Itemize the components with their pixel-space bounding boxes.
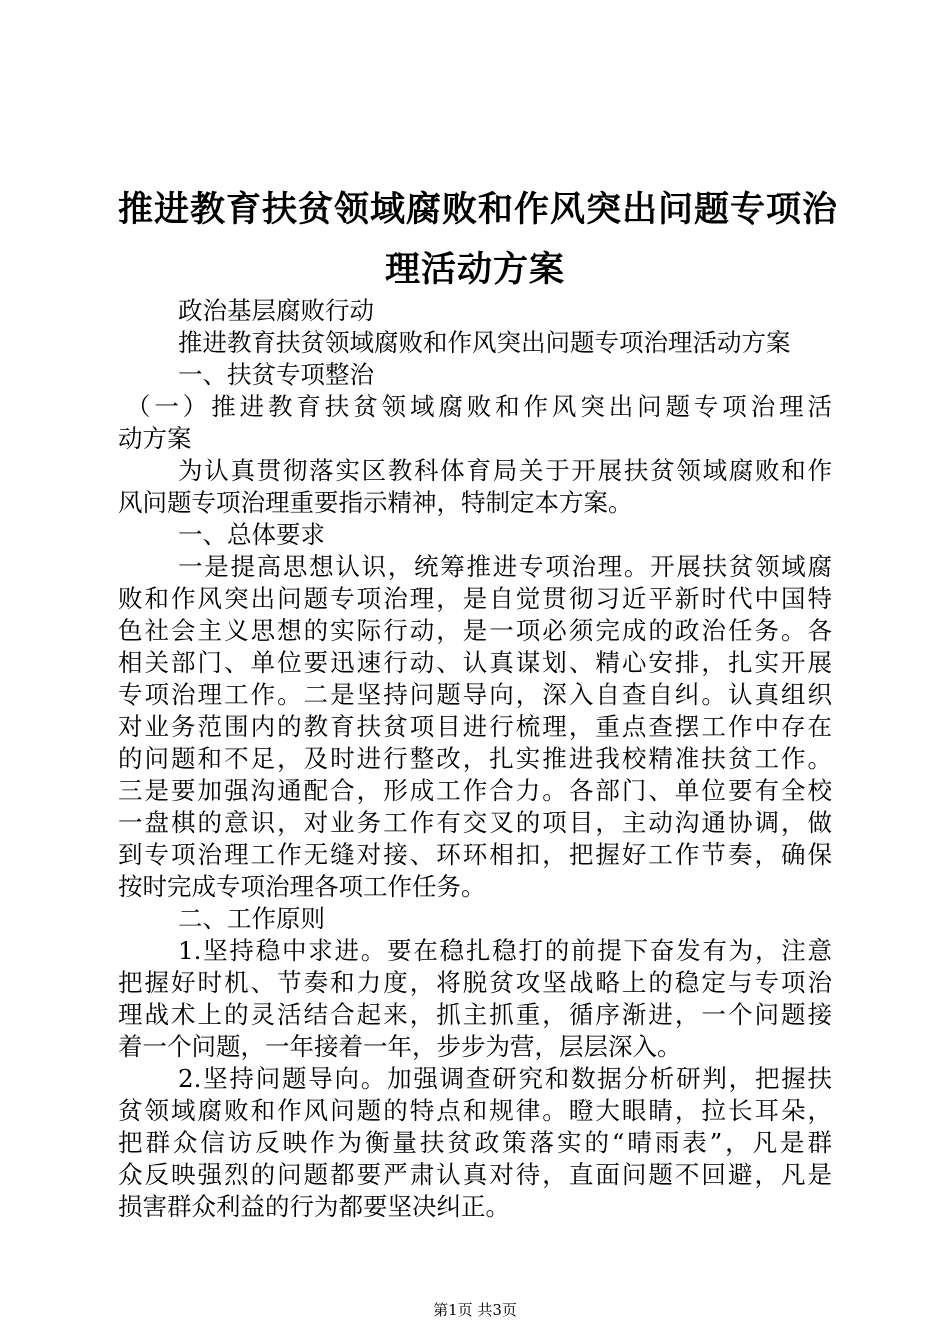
body-line: 政治基层腐败行动 (178, 296, 374, 325)
body-line: 风问题专项治理重要指示精神，特制定本方案。 (118, 488, 633, 517)
body-line: 一是提高思想认识，统筹推进专项治理。开展扶贫领域腐 (178, 552, 832, 581)
body-line: 一、扶贫专项整治 (178, 360, 374, 389)
body-line: 损害群众利益的行为都要坚决纠正。 (118, 1192, 510, 1221)
body-line: 1.坚持稳中求进。要在稳扎稳打的前提下奋发有为，注意 (178, 936, 832, 965)
body-line: 专项治理工作。二是坚持问题导向，深入自查自纠。认真组织 (118, 680, 832, 709)
document-title-line-2: 理活动方案 (384, 250, 565, 290)
body-line: 动方案 (118, 424, 192, 453)
body-line: 按时完成专项治理各项工作任务。 (118, 872, 486, 901)
body-line: 一、总体要求 (178, 520, 325, 549)
body-line: 对业务范围内的教育扶贫项目进行梳理，重点查摆工作中存在 (118, 712, 832, 741)
body-line: （一）推进教育扶贫领域腐败和作风突出问题专项治理活 (126, 392, 832, 421)
body-line: 贫领域腐败和作风问题的特点和规律。瞪大眼睛，拉长耳朵， (118, 1096, 832, 1125)
page-footer: 第1页 共3页 (433, 1301, 517, 1319)
body-line: 把群众信访反映作为衡量扶贫政策落实的“晴雨表”，凡是群 (118, 1128, 832, 1157)
body-line: 到专项治理工作无缝对接、环环相扣，把握好工作节奏，确保 (118, 840, 832, 869)
document-body (118, 295, 832, 1223)
body-line: 着一个问题，一年接着一年，步步为营，层层深入。 (118, 1032, 682, 1061)
body-line: 一盘棋的意识，对业务工作有交叉的项目，主动沟通协调，做 (118, 808, 832, 837)
body-line: 色社会主义思想的实际行动，是一项必须完成的政治任务。各 (118, 616, 832, 645)
body-line: 为认真贯彻落实区教科体育局关于开展扶贫领域腐败和作 (178, 456, 832, 485)
document-title-line-1: 推进教育扶贫领域腐败和作风突出问题专项治 (118, 190, 839, 230)
body-line: 三是要加强沟通配合，形成工作合力。各部门、单位要有全校 (118, 776, 832, 805)
body-line: 相关部门、单位要迅速行动、认真谋划、精心安排，扎实开展 (118, 648, 832, 677)
body-line: 二、工作原则 (178, 904, 325, 933)
body-line: 推进教育扶贫领域腐败和作风突出问题专项治理活动方案 (178, 328, 791, 357)
body-line: 的问题和不足，及时进行整改，扎实推进我校精准扶贫工作。 (118, 744, 832, 773)
body-line: 众反映强烈的问题都要严肃认真对待，直面问题不回避，凡是 (118, 1160, 832, 1189)
body-line: 把握好时机、节奏和力度，将脱贫攻坚战略上的稳定与专项治 (118, 968, 832, 997)
body-line: 败和作风突出问题专项治理，是自觉贯彻习近平新时代中国特 (118, 584, 832, 613)
body-line: 2.坚持问题导向。加强调查研究和数据分析研判，把握扶 (178, 1064, 832, 1093)
body-line: 理战术上的灵活结合起来，抓主抓重，循序渐进，一个问题接 (118, 1000, 832, 1029)
